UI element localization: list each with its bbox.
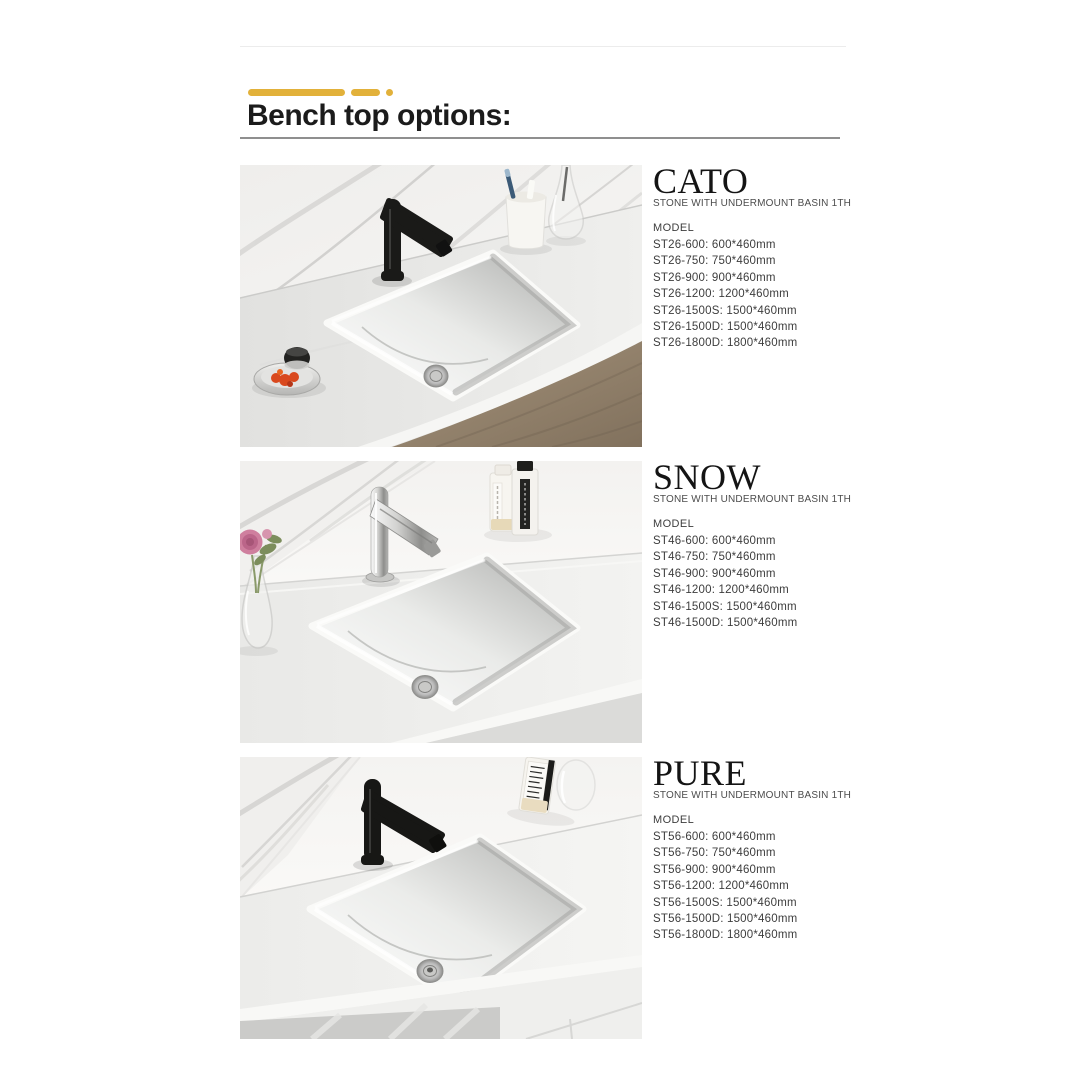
cato-product-photo [240,165,642,447]
drain [412,676,438,699]
model-label: MODEL [653,222,695,234]
top-divider [240,46,846,47]
model-spec: ST26-1200: 1200*460mm [653,288,789,301]
model-spec: ST56-1200: 1200*460mm [653,880,789,893]
model-list [653,237,849,352]
model-spec: ST46-600: 600*460mm [653,535,776,547]
model-spec: ST26-1500S: 1500*460mm [653,304,797,317]
pure-spec-panel [653,753,852,944]
model-spec: ST46-900: 900*460mm [653,567,776,580]
model-spec: ST26-1500D: 1500*460mm [653,321,798,334]
product-subtitle: STONE WITH UNDERMOUNT BASIN 1TH [653,198,852,209]
model-spec: ST56-750: 750*460mm [653,847,776,860]
glass-jar [557,760,595,810]
model-spec: ST26-900: 900*460mm [653,271,776,284]
model-list [653,533,849,631]
product-section-pure [240,753,852,1039]
model-spec: ST56-1800D: 1800*460mm [653,929,798,942]
snow-product-photo [240,461,642,743]
model-spec: ST46-750: 750*460mm [653,551,776,564]
model-spec: ST46-1500D: 1500*460mm [653,617,798,630]
cato-spec-panel [653,161,852,352]
product-section-snow [240,457,852,743]
product-subtitle: STONE WITH UNDERMOUNT BASIN 1TH [653,494,852,505]
model-spec: ST46-1200: 1200*460mm [653,584,789,597]
page-title: Bench top options: [247,99,512,132]
model-spec: ST26-1800D: 1800*460mm [653,337,798,350]
accent-dot [386,89,393,96]
accent-bar-long [248,89,345,96]
model-spec: ST26-750: 750*460mm [653,255,776,268]
product-section-cato [240,161,852,447]
product-subtitle: STONE WITH UNDERMOUNT BASIN 1TH [653,790,852,801]
product-name: CATO [653,161,749,201]
snow-photo-illustration [240,461,642,743]
accent-bar-short [351,89,380,96]
snow-spec-panel [653,457,852,631]
drain [417,960,443,983]
product-name: PURE [653,753,748,793]
model-spec: ST46-1500S: 1500*460mm [653,600,797,613]
accent-decoration [248,89,393,96]
model-spec: ST56-600: 600*460mm [653,831,776,843]
model-spec: ST56-1500D: 1500*460mm [653,913,798,926]
cato-photo-illustration [240,165,642,447]
model-spec: ST56-1500S: 1500*460mm [653,896,797,909]
model-label: MODEL [653,814,695,826]
drain [424,365,448,387]
product-name: SNOW [653,457,761,497]
pure-product-photo [240,757,642,1039]
model-spec: ST26-600: 600*460mm [653,239,776,251]
model-list [653,829,849,944]
heading-underline [240,137,840,139]
pure-photo-illustration [240,757,642,1039]
model-label: MODEL [653,518,695,530]
model-spec: ST56-900: 900*460mm [653,863,776,876]
